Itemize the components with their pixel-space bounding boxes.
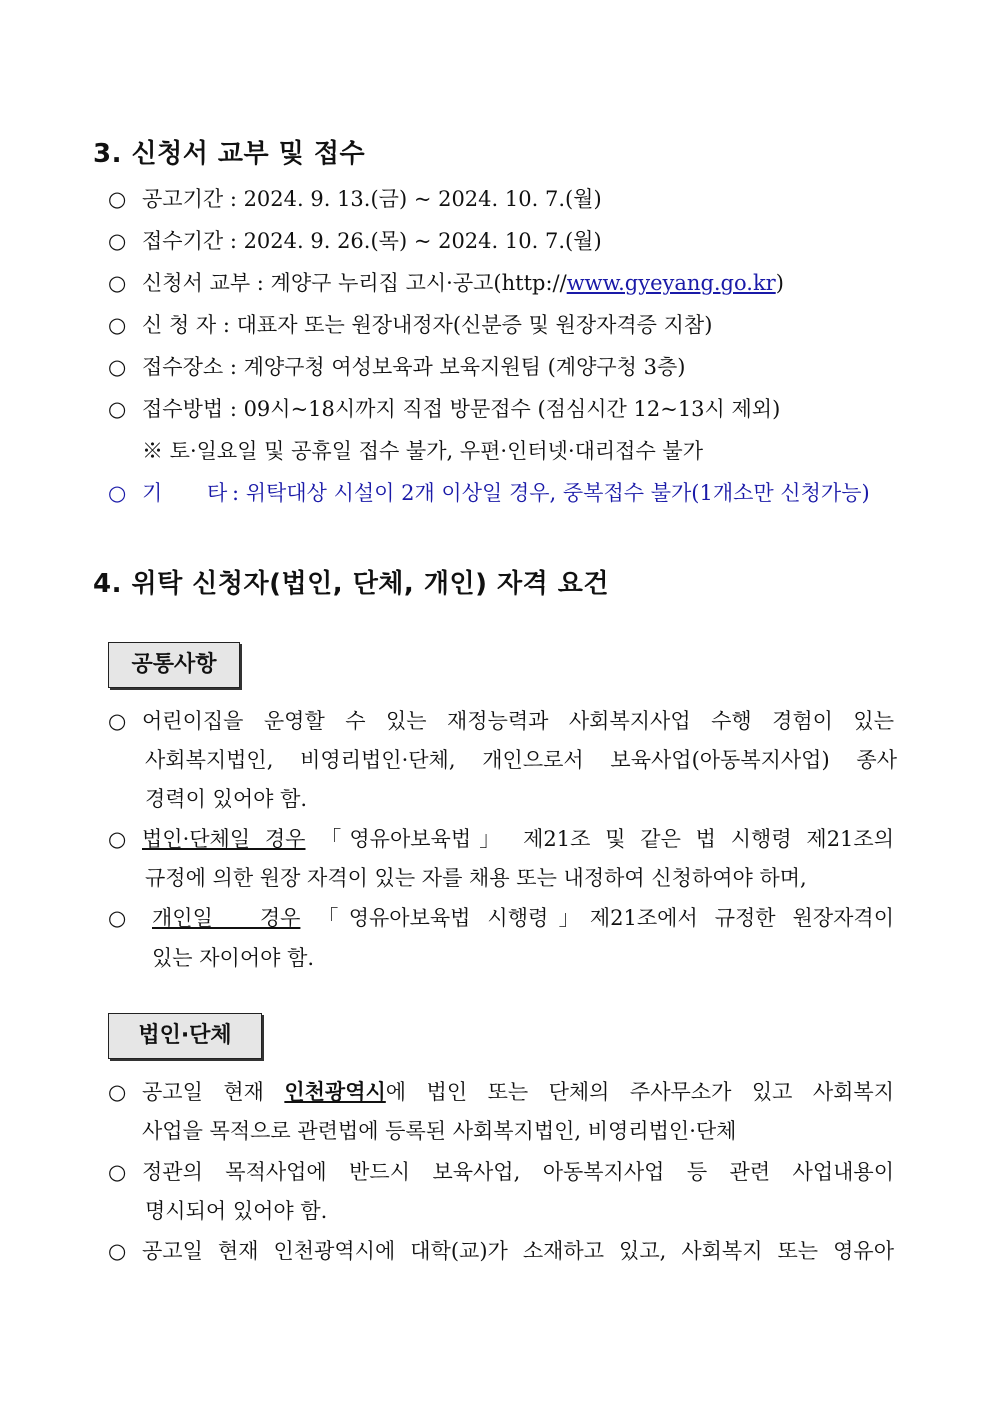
common-item-3-line-2: 있는 자이어야 함.: [152, 946, 315, 970]
bullet-circle-icon: ○: [108, 271, 127, 295]
list-item-reception-place: ○ 접수장소 : 계양구청 여성보육과 보육지원팀 (계양구청 3층): [108, 352, 898, 382]
bullet-circle-icon: ○: [108, 1160, 127, 1184]
section-3-title: 3. 신청서 교부 및 접수: [93, 139, 366, 169]
bullet-circle-icon: ○: [108, 481, 127, 505]
reception-note: ※ 토·일요일 및 공휴일 접수 불가, 우편·인터넷·대리접수 불가: [142, 439, 704, 463]
list-item-applicant: ○ 신 청 자 : 대표자 또는 원장내정자(신분증 및 원장자격증 지참): [108, 310, 898, 340]
individual-case-label: 개인일 경우: [152, 906, 301, 930]
bullet-circle-icon: ○: [108, 313, 127, 337]
list-item-reception-period: ○ 접수기간 : 2024. 9. 26.(목) ~ 2024. 10. 7.(월): [108, 226, 898, 256]
common-item-3: ○ 개인일 경우 「영유아보육법 시행령」제21조에서 규정한 원장자격이: [108, 903, 898, 933]
list-item-application-form: ○ 신청서 교부 : 계양구 누리집 고시·공고(http://www.gyeyang.go.kr): [108, 268, 898, 298]
list-item-reception-method: ○ 접수방법 : 09시~18시까지 직접 방문접수 (점심시간 12~13시 제외): [108, 394, 898, 424]
bullet-circle-icon: ○: [108, 229, 127, 253]
corp-item-1-line-2: 사업을 목적으로 관련법에 등록된 사회복지법인, 비영리법인·단체: [142, 1119, 737, 1143]
corporation-case-label: 법인·단체일 경우: [142, 827, 306, 851]
common-item-1-line-2: 사회복지법인, 비영리법인·단체, 개인으로서 보육사업(아동복지사업) 종사: [145, 748, 897, 772]
corp-item-2-line-2: 명시되어 있어야 함.: [145, 1199, 328, 1223]
corp-item-1: ○ 공고일 현재 인천광역시에 법인 또는 단체의 주사무소가 있고 사회복지: [108, 1077, 898, 1107]
bullet-circle-icon: ○: [108, 187, 127, 211]
common-item-2: ○ 법인·단체일 경우 「영유아보육법」 제21조 및 같은 법 시행령 제21조의: [108, 824, 898, 854]
corp-item-3: ○ 공고일 현재 인천광역시에 대학(교)가 소재하고 있고, 사회복지 또는 영유아: [108, 1236, 898, 1266]
common-item-1-line-3: 경력이 있어야 함.: [145, 787, 308, 811]
bullet-circle-icon: ○: [108, 397, 127, 421]
corporation-requirements-box: 법인·단체: [108, 1013, 262, 1059]
bullet-circle-icon: ○: [108, 709, 127, 733]
list-item-etc: ○ 기 타 : 위탁대상 시설이 2개 이상일 경우, 중복접수 불가(1개소만 신청가능): [108, 478, 898, 508]
bullet-circle-icon: ○: [108, 906, 127, 930]
common-item-1: ○ 어린이집을 운영할 수 있는 재정능력과 사회복지사업 수행 경험이 있는: [108, 706, 898, 736]
incheon-highlight: 인천광역시: [284, 1079, 386, 1104]
section-4-title: 4. 위탁 신청자(법인, 단체, 개인) 자격 요건: [93, 569, 610, 599]
bullet-circle-icon: ○: [108, 1080, 127, 1104]
common-requirements-box: 공통사항: [108, 642, 240, 688]
bullet-circle-icon: ○: [108, 1239, 127, 1263]
list-item-notice-period: ○ 공고기간 : 2024. 9. 13.(금) ~ 2024. 10. 7.(월): [108, 184, 898, 214]
gyeyang-website-link[interactable]: www.gyeyang.go.kr: [566, 271, 776, 295]
bullet-circle-icon: ○: [108, 355, 127, 379]
bullet-circle-icon: ○: [108, 827, 127, 851]
corp-item-2: ○ 정관의 목적사업에 반드시 보육사업, 아동복지사업 등 관련 사업내용이: [108, 1157, 898, 1187]
common-item-2-line-2: 규정에 의한 원장 자격이 있는 자를 채용 또는 내정하여 신청하여야 하며,: [145, 866, 807, 890]
